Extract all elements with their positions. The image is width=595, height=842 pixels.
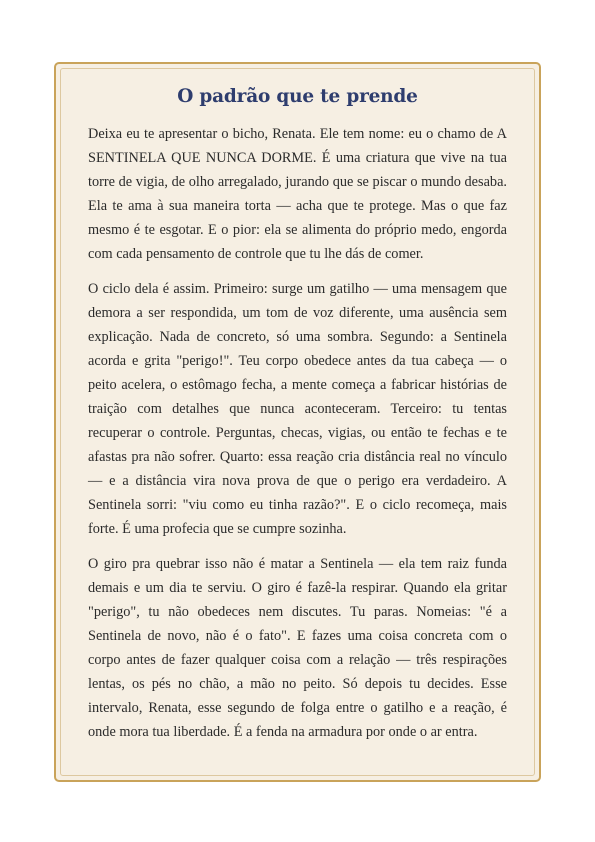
paragraph-2: O ciclo dela é assim. Primeiro: surge um gatilho — uma mensagem que demora a ser respondida, um tom de voz diferente, uma ausência sem explicação. Nada de concreto, só uma sombra. Segundo: a Sentinela acorda e grita "perigo!". Teu corpo obedece antes da tua cabeça — o peito acelera, o estômago fecha, a mente começa a fabricar histórias de traição com detalhes que nunca aconteceram. Terceiro: tu tentas recuperar o controle. Perguntas, checas, vigias, ou então te fechas e te afastas pra não sofrer. Quarto: essa reação cria distância real no vínculo — e a distância vira nova prova de que o perigo era verdadeiro. A Sentinela sorri: "viu como eu tinha razão?". E o ciclo recomeça, mais forte. É uma profecia que se cumpre sozinha. bbox=[88, 281, 507, 537]
card-content bbox=[88, 86, 507, 755]
content-card bbox=[54, 62, 541, 782]
paragraph-1: Deixa eu te apresentar o bicho, Renata. Ele tem nome: eu o chamo de A SENTINELA QUE NUNCA DORME. É uma criatura que vive na tua torre de vigia, de olho arregalado, jurando que se piscar o mundo desaba. Ela te ama à sua maneira torta — acha que te protege. Mas o que faz mesmo é te esgotar. E o pior: ela se alimenta do próprio medo, engorda com cada pensamento de controle que tu lhe dás de comer. bbox=[88, 126, 507, 262]
page-title: O padrão que te prende bbox=[177, 86, 418, 107]
paragraph-3: O giro pra quebrar isso não é matar a Sentinela — ela tem raiz funda demais e um dia te serviu. O giro é fazê-la respirar. Quando ela gritar "perigo", tu não obedeces nem discutes. Tu paras. Nomeias: "é a Sentinela de novo, não é o fato". E fazes uma coisa concreta com o corpo antes de fazer qualquer coisa com a relação — três respirações lentas, os pés no chão, a mão no peito. Só depois tu decides. Esse intervalo, Renata, esse segundo de folga entre o gatilho e a reação, é onde mora tua liberdade. É a fenda na armadura por onde o ar entra. bbox=[88, 556, 507, 740]
